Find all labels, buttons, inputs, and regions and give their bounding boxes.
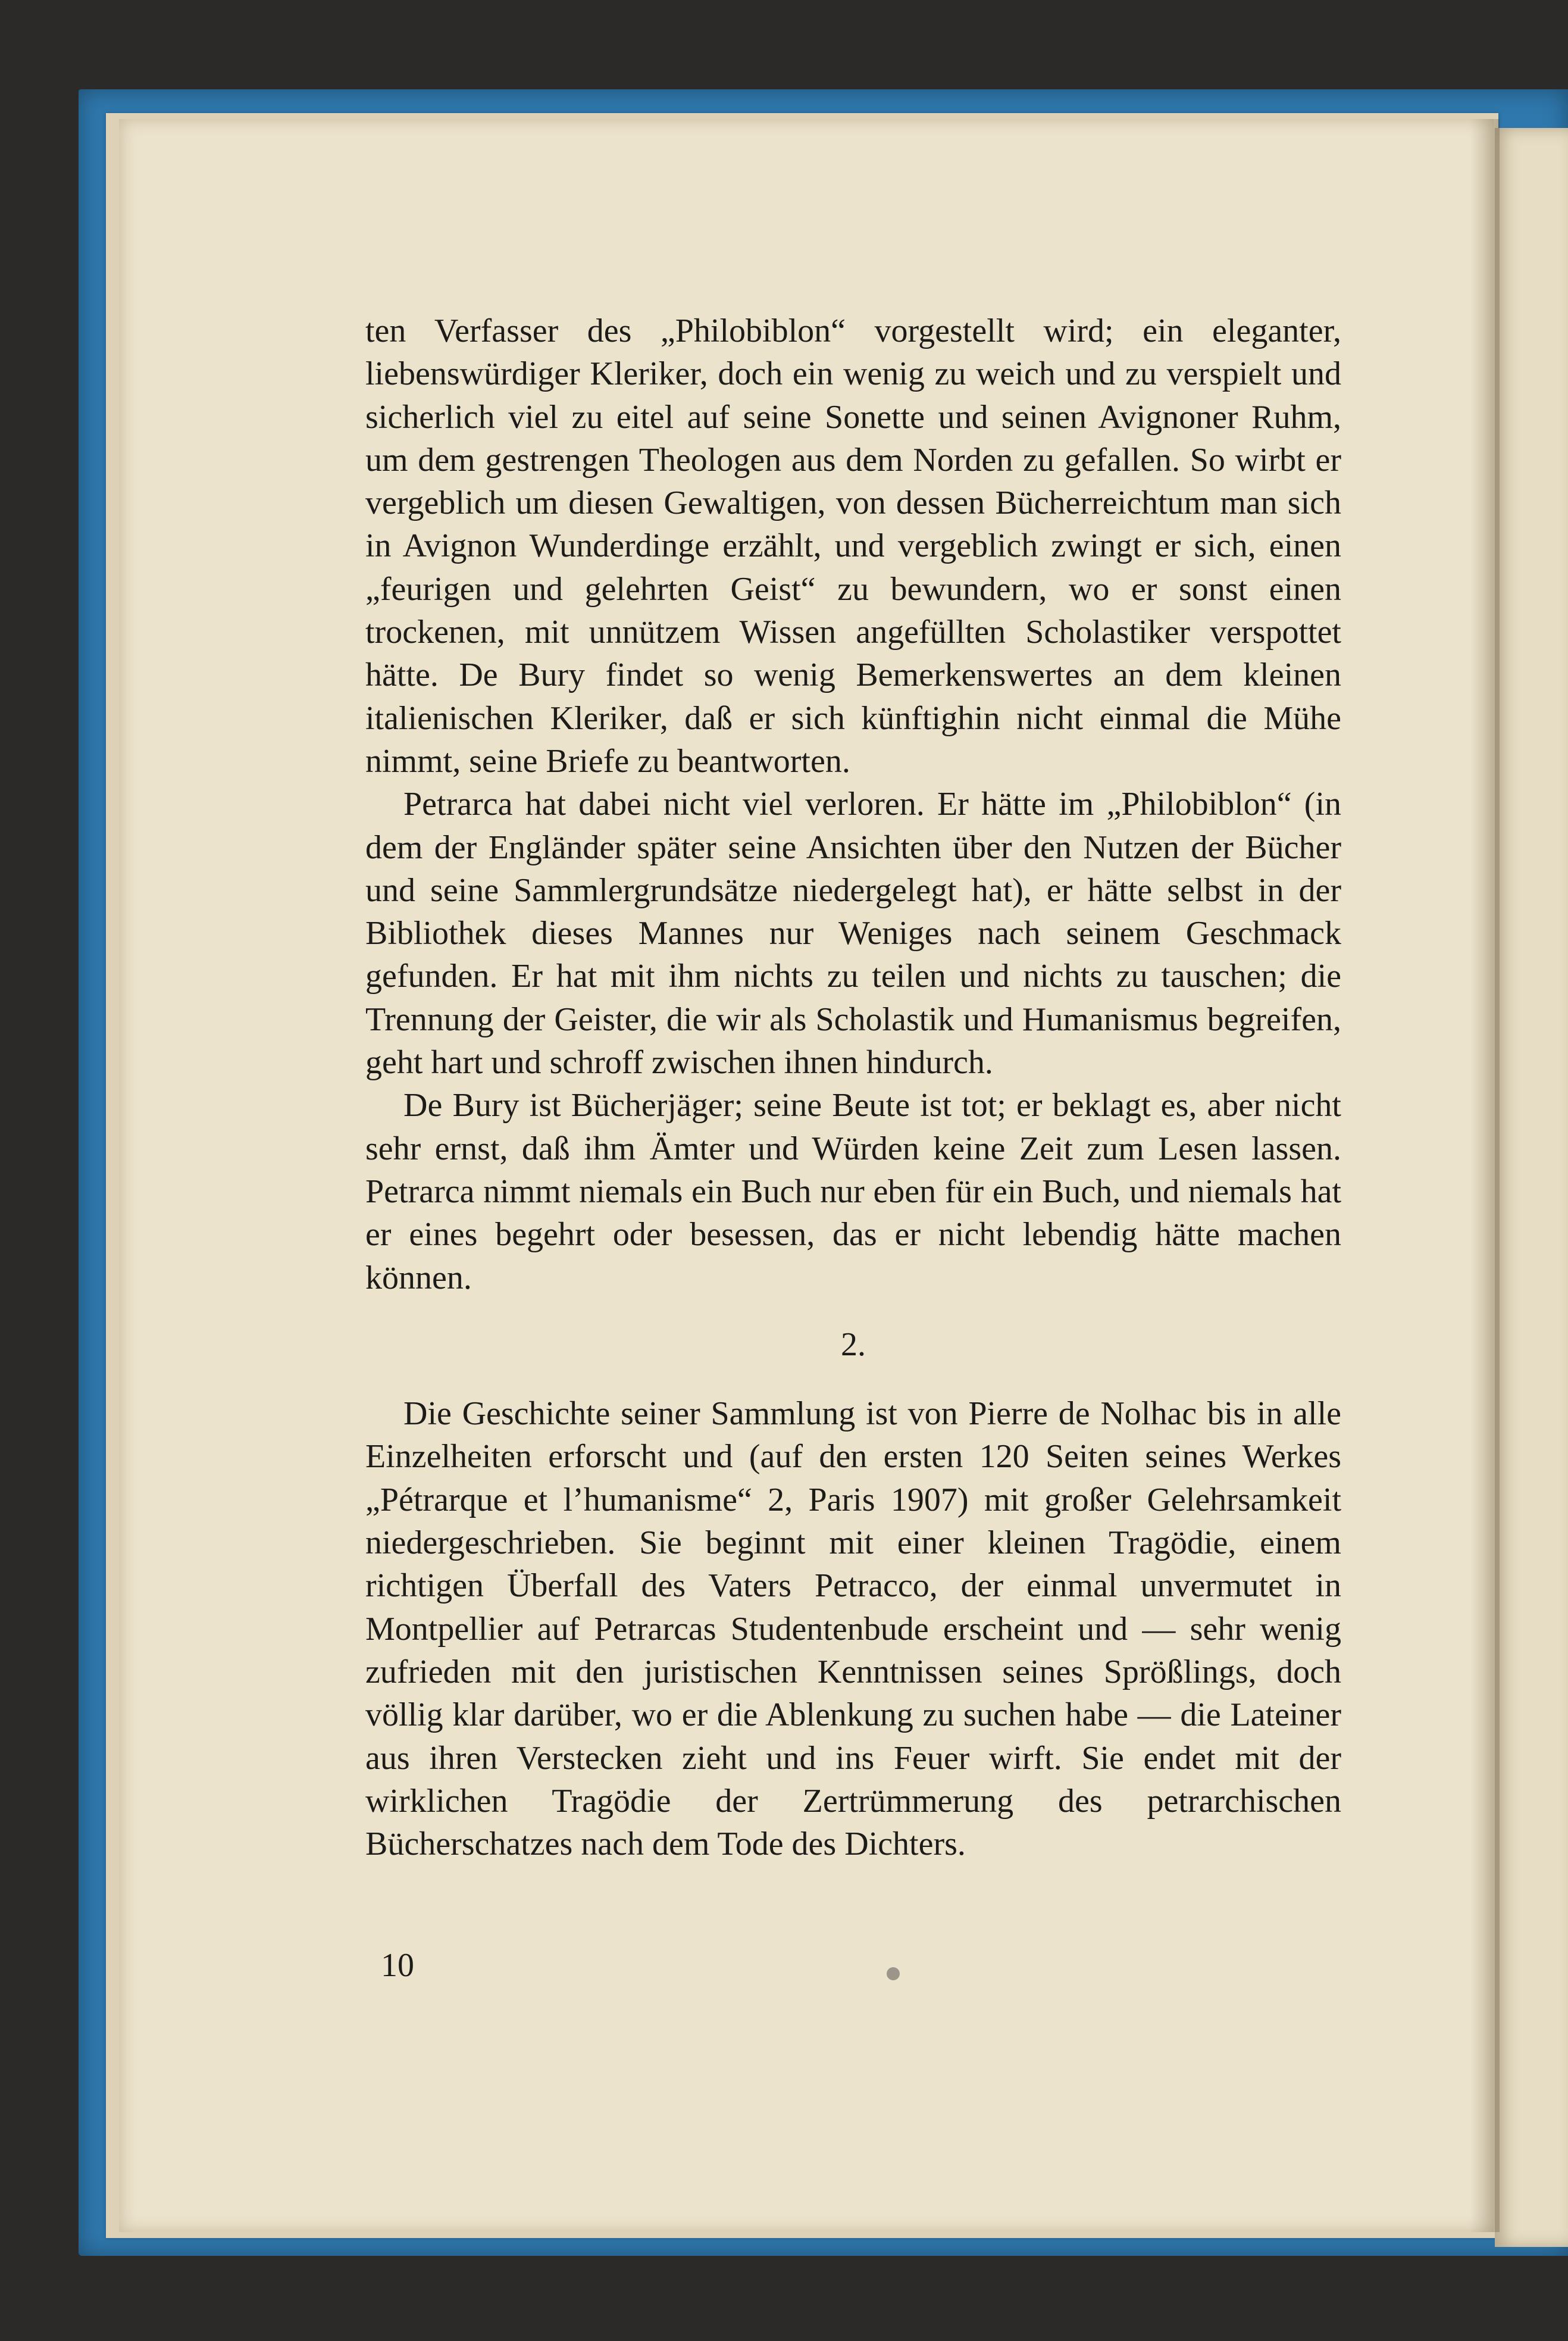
gutter-shadow <box>1470 119 1500 2232</box>
section-paragraph: Die Geschichte seiner Sammlung ist von Pierre de Nolhac bis in alle Einzelheiten erforscht und (auf den ersten 120 Seiten seines Werkes „Pétrarque et l’humanisme“ 2, Paris 1907) mit großer Gelehrsamkeit niedergeschrieben. Sie beginnt mit einer kleinen Tragödie, einem richtigen Überfall des Vaters Petracco, der einmal unvermutet in Montpellier auf Petrarcas Studentenbude erscheint und — sehr wenig zufrieden mit den juristischen Kenntnissen seines Sprößlings, doch völlig klar darüber, wo er die Ablenkung zu suchen habe — die Lateiner aus ihren Verstecken zieht und ins Feuer wirft. Sie endet mit der wirklichen Tragödie der Zertrümmerung des petrarchischen Bücherschatzes nach dem Tode des Dichters. <box>365 1395 1341 1863</box>
facing-page-edge <box>1495 128 1568 2247</box>
page-text <box>365 310 1341 1865</box>
ink-spot <box>887 1967 900 1980</box>
paragraph: Petrarca hat dabei nicht viel verloren. Er hätte im „Philobiblon“ (in dem der Engländer später seine Ansichten über den Nutzen der Bücher und seine Sammlergrundsätze niedergelegt hat), er hätte selbst in der Bibliothek dieses Mannes nur Weniges nach seinem Geschmack gefunden. Er hat mit ihm nichts zu teilen und nichts zu tauschen; die Trennung der Geister, die wir als Scholastik und Humanismus begreifen, geht hart und schroff zwischen ihnen hindurch. <box>365 786 1341 1082</box>
page-number: 10 <box>381 1947 414 1984</box>
section-number: 2. <box>841 1326 866 1363</box>
paragraph: De Bury ist Bücherjäger; seine Beute ist tot; er beklagt es, aber nicht sehr ernst, daß ihm Ämter und Würden keine Zeit zum Lesen lassen. Petrarca nimmt niemals ein Buch nur eben für ein Buch, und niemals hat er eines begehrt oder besessen, das er nicht lebendig hätte machen können. <box>365 1087 1341 1296</box>
paragraph-continuation: ten Verfasser des „Philobiblon“ vorgestellt wird; ein eleganter, liebenswürdiger Kleriker, doch ein wenig zu weich und zu verspielt und sicherlich viel zu eitel auf seine Sonette und seinen Avignoner Ruhm, um dem gestrengen Theologen aus dem Norden zu gefallen. So wirbt er vergeblich um diesen Gewaltigen, von dessen Bücherreichtum man sich in Avignon Wunderdinge erzählt, und vergeblich zwingt er sich, einen „feurigen und gelehrten Geist“ zu bewundern, wo er sonst einen trockenen, mit unnützem Wissen angefüllten Scholastiker verspottet hätte. De Bury findet so wenig Bemerkenswertes an dem kleinen italienischen Kleriker, daß er sich künftighin nicht einmal die Mühe nimmt, seine Briefe zu beantworten. <box>365 312 1341 780</box>
